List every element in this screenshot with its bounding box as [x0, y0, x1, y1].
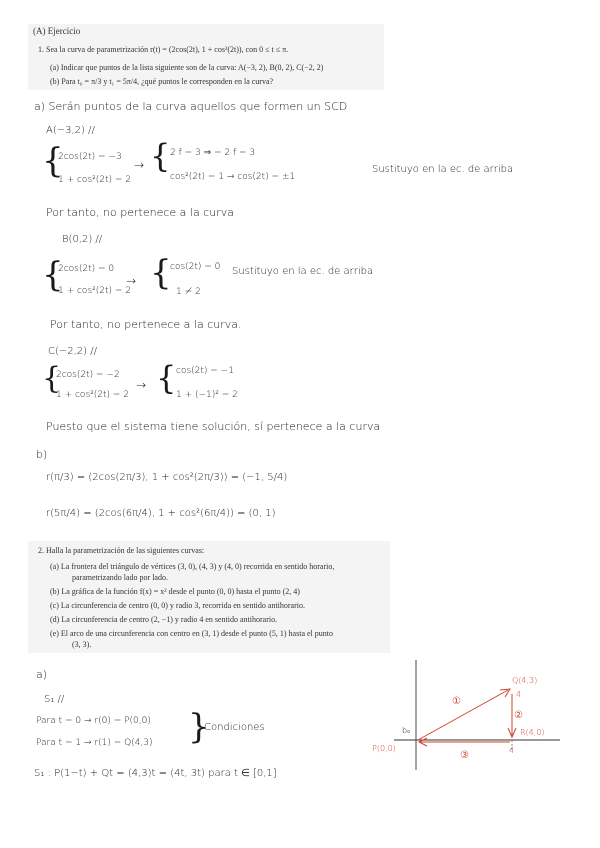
arrow: → — [136, 378, 147, 392]
label-b0: b₀ — [402, 726, 411, 735]
exercise-header: (A) Ejercicio — [33, 26, 81, 36]
B-eq1: 2cos(2t) = 0 — [58, 264, 115, 274]
exercise-2b: (b) La gráfica de la función f(x) = x² desde el punto (0, 0) hasta el punto (2, 4) — [50, 587, 300, 596]
exercise-2a-cont: parametrizando lado por lado. — [72, 573, 168, 582]
segment-2-marker: ② — [514, 710, 523, 721]
A-res2: cos²(2t) = 1 → cos(2t) = ±1 — [170, 172, 296, 182]
B-eq2: 1 + cos²(2t) = 2 — [58, 286, 132, 296]
brace: { — [42, 141, 64, 181]
exercise-2c: (c) La circunferencia de centro (0, 0) y radio 3, recorrida en sentido antihorario. — [50, 601, 305, 610]
B-res1: cos(2t) = 0 — [170, 262, 221, 272]
arrow: → — [134, 158, 145, 172]
closing-brace: } — [188, 707, 210, 747]
sol-a-intro: a) Serán puntos de la curva aquellos que formen un SCD — [34, 100, 348, 113]
sol2-cond2: Para t = 1 → r(1) = Q(4,3) — [36, 738, 153, 748]
segment-3-marker: ③ — [460, 750, 469, 761]
brace: { — [42, 361, 62, 396]
A-res1: 2 f = 3 ⇒ = 2 f = 3 — [170, 148, 256, 158]
exercise-2e-cont: (3, 3). — [72, 640, 92, 649]
exercise-1b: (b) Para t₀ = π/3 y t₁ = 5π/4, ¿qué puntos le corresponden en la curva? — [50, 77, 274, 86]
sol2-s1: S₁ // — [44, 694, 65, 705]
point-C-label: C(−2,2) // — [48, 346, 97, 357]
C-eq1: 2cos(2t) = −2 — [56, 370, 120, 380]
segment-1-marker: ① — [452, 696, 461, 707]
C-res1: cos(2t) = −1 — [176, 366, 234, 376]
A-conclusion: Por tanto, no pertenece a la curva — [46, 206, 234, 219]
segment-PQ — [418, 690, 508, 740]
sol-b-line2: r(5π/4) = (2cos(6π/4), 1 + cos²(6π/4)) = (0, 1) — [46, 508, 276, 519]
A-note: Sustituyo en la ec. de arriba — [372, 164, 514, 175]
brace: { — [150, 137, 171, 175]
sol2-final: S₁ : P(1−t) + Qt = (4,3)t = (4t, 3t) para t ∈ [0,1] — [34, 768, 277, 779]
exercise-2-statement: 2. Halla la parametrización de las siguientes curvas: — [38, 546, 205, 555]
sol2-cond-note: Condiciones — [204, 722, 265, 733]
label-Q: Q(4,3) — [512, 676, 538, 685]
arrow: → — [126, 274, 137, 288]
sol2-cond1: Para t = 0 → r(0) = P(0,0) — [36, 716, 151, 726]
exercise-2e: (e) El arco de una circunferencia con centro en (3, 1) desde el punto (5, 1) hasta el punto — [50, 629, 333, 638]
A-eq1: 2cos(2t) = −3 — [58, 152, 122, 162]
C-eq2: 1 + cos²(2t) = 2 — [56, 390, 130, 400]
exercise-2d: (d) La circunferencia de centro (2, −1) y radio 4 en sentido antihorario. — [50, 615, 278, 624]
arrow-head — [500, 689, 510, 697]
exercise-2a: (a) La frontera del triángulo de vértices (3, 0), (4, 3) y (4, 0) recorrida en sentido horario, — [50, 562, 335, 571]
A-eq2: 1 + cos²(2t) = 2 — [58, 175, 132, 185]
exercise-1-statement: 1. Sea la curva de parametrización r(t) = (2cos(2t), 1 + cos²(2t)), con 0 ≤ t ≤ π. — [38, 45, 289, 54]
B-note: Sustituyo en la ec. de arriba — [232, 266, 374, 277]
brace: { — [150, 253, 172, 293]
C-res2: 1 + (−1)² = 2 — [176, 390, 238, 400]
brace: { — [42, 255, 64, 295]
point-B-label: B(0,2) // — [62, 234, 103, 245]
label-4-top: 4 — [516, 690, 522, 699]
sol-b-label: b) — [36, 448, 48, 461]
B-conclusion: Por tanto, no pertenece a la curva. — [50, 318, 242, 331]
sol2-label: a) — [36, 668, 48, 681]
exercise-1a: (a) Indicar que puntos de la lista siguiente son de la curva: A(−3, 2), B(0, 2), C(−2, 2) — [50, 63, 324, 72]
label-P: P(0,0) — [372, 744, 396, 753]
point-A-label: A(−3,2) // — [46, 125, 95, 136]
B-res2: 1 ≠ 2 — [176, 287, 201, 297]
C-conclusion: Puesto que el sistema tiene solución, sí pertenece a la curva — [46, 420, 381, 433]
label-R: R(4,0) — [520, 728, 545, 737]
brace: { — [156, 359, 177, 397]
label-4-bottom: 4 — [509, 746, 515, 755]
sol-b-line1: r(π/3) = (2cos(2π/3), 1 + cos²(2π/3)) = (−1, 5/4) — [46, 472, 288, 483]
